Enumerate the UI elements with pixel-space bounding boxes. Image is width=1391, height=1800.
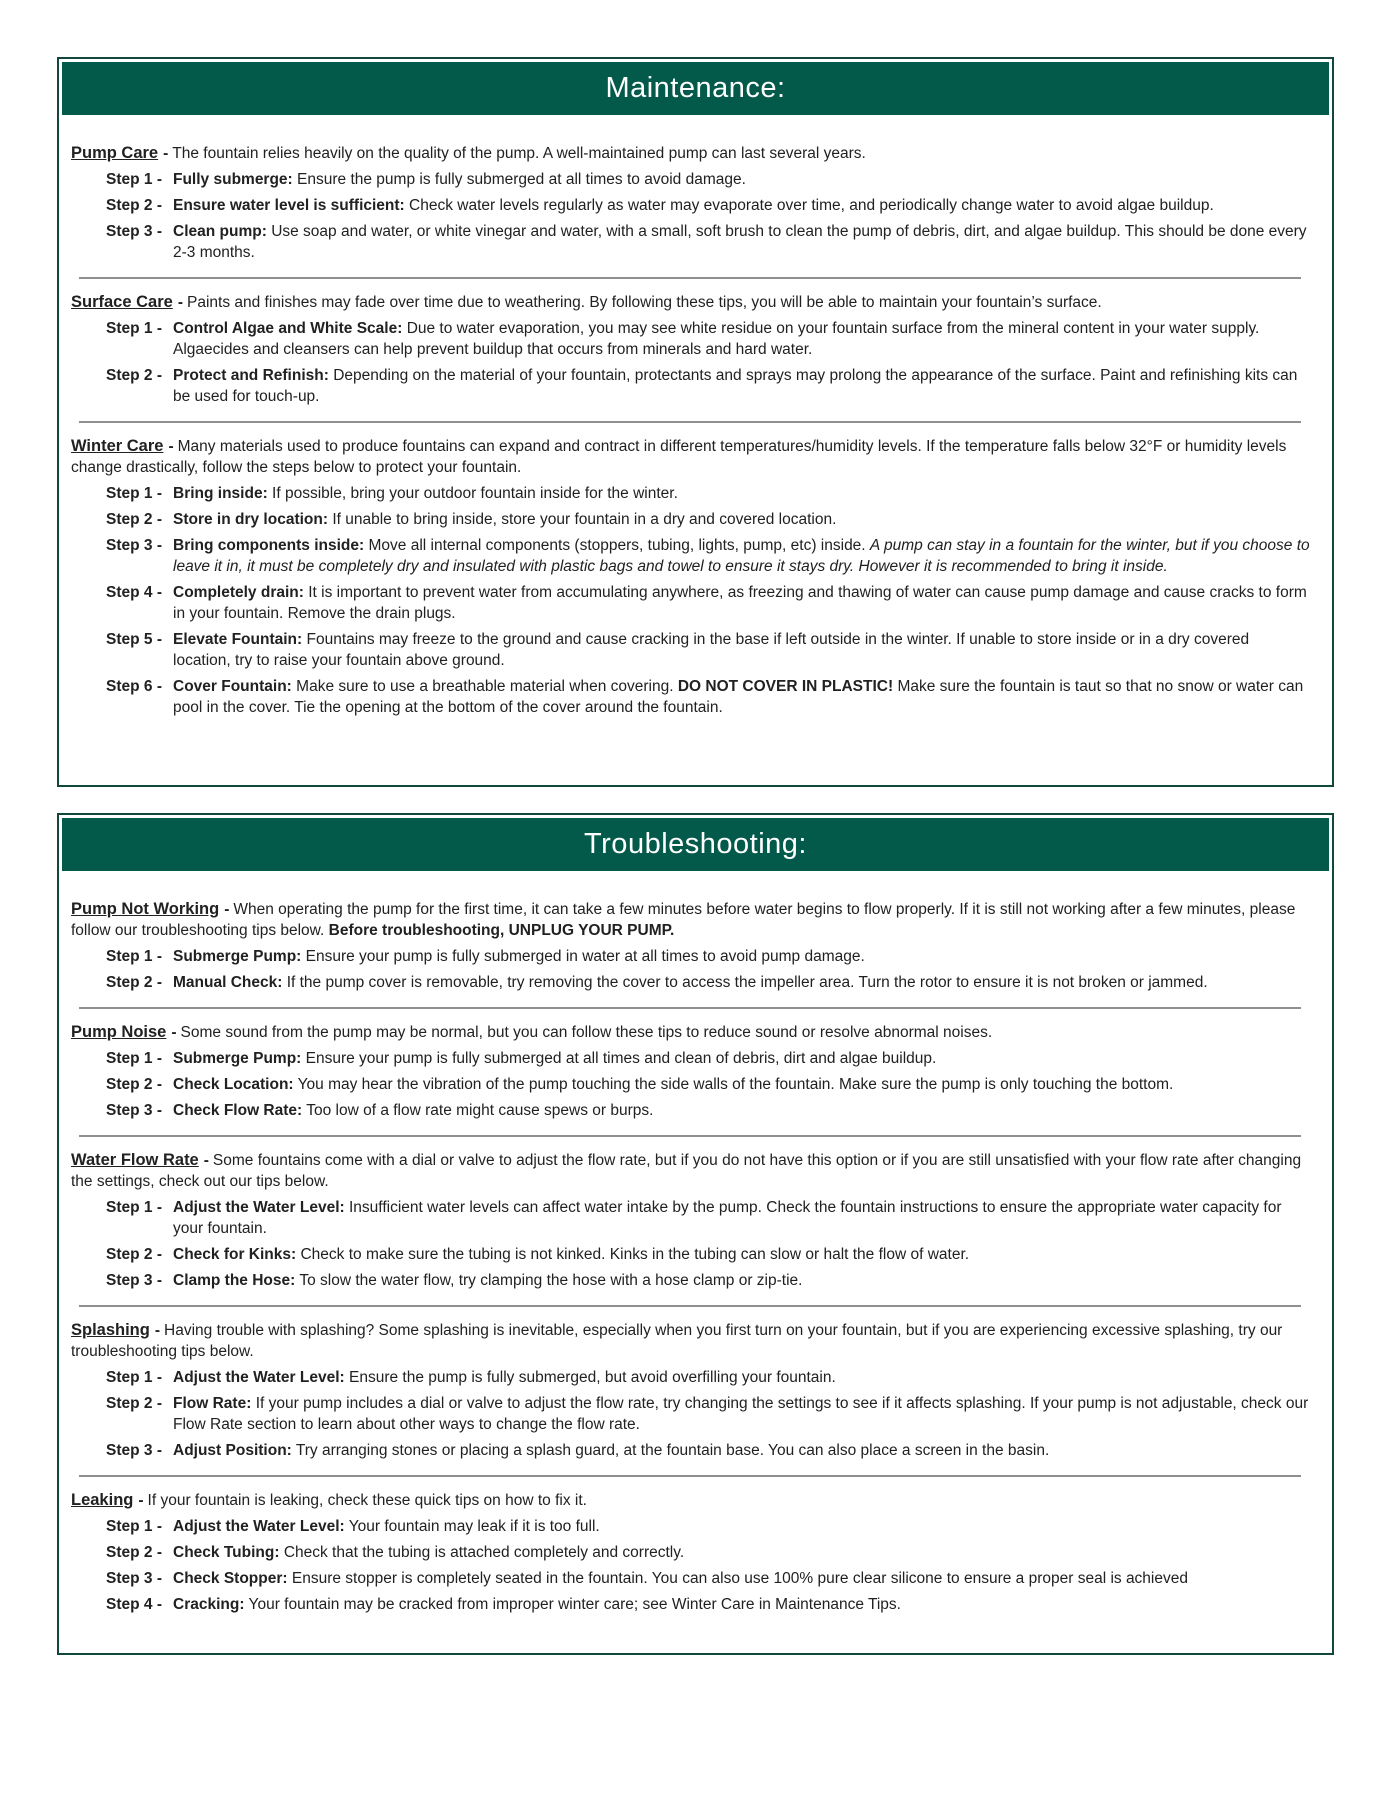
- section-divider: [79, 1135, 1301, 1137]
- step-title: Completely drain:: [173, 584, 304, 601]
- step-text: [173, 1570, 1188, 1587]
- step-title: Cracking:: [173, 1596, 245, 1613]
- bold-run: Before troubleshooting, UNPLUG YOUR PUMP.: [328, 922, 675, 939]
- step-text: [173, 948, 865, 965]
- step-row: [71, 1270, 1311, 1291]
- step-label: Step 1 -: [106, 320, 162, 337]
- text-run: Your fountain may be cracked from improper winter care; see Winter Care in Maintenance Tips.: [248, 1596, 901, 1613]
- step-row: [71, 221, 1311, 263]
- step-text: [173, 584, 1307, 622]
- section-surface-care: [71, 292, 1311, 407]
- text-run: If possible, bring your outdoor fountain inside for the winter.: [272, 485, 678, 502]
- text-run: Use soap and water, or white vinegar and water, with a small, soft brush to clean the pump of debris, dirt, and algae buildup. This should be done every 2-3 months.: [173, 223, 1307, 261]
- step-text: [173, 223, 1307, 261]
- step-title: Bring components inside:: [173, 537, 365, 554]
- text-run: Move all internal components (stoppers, tubing, lights, pump, etc) inside.: [368, 537, 870, 554]
- text-run: You may hear the vibration of the pump touching the side walls of the fountain. Make sure the pump is only touching the bottom.: [297, 1076, 1174, 1093]
- step-label: Step 3 -: [106, 1272, 162, 1289]
- maintenance-title: Maintenance:: [605, 72, 786, 104]
- step-label: Step 1 -: [106, 485, 162, 502]
- step-label: Step 2 -: [106, 367, 162, 384]
- troubleshooting-body: [62, 871, 1329, 1615]
- step-row: [71, 676, 1311, 718]
- step-title: Manual Check:: [173, 974, 283, 991]
- text-run: Check water levels regularly as water may evaporate over time, and periodically change water to avoid algae buildup.: [409, 197, 1214, 214]
- step-text: [173, 511, 836, 528]
- text-run: If your pump includes a dial or valve to adjust the flow rate, try changing the settings to see if it affects splashing. If your pump is not adjustable, check our Flow Rate section to learn about other ways to change the flow rate.: [173, 1395, 1309, 1433]
- text-run: Paints and finishes may fade over time due to weathering. By following these tips, you will be able to maintain your fountain’s surface.: [186, 294, 1102, 311]
- text-run: Ensure stopper is completely seated in the fountain. You can also use 100% pure clear silicone to ensure a proper seal is achieved: [291, 1570, 1188, 1587]
- section-pump-care: [71, 143, 1311, 263]
- section-heading: Pump Noise: [71, 1023, 167, 1041]
- step-title: Check Location:: [173, 1076, 294, 1093]
- step-label: Step 2 -: [106, 1076, 162, 1093]
- text-run: It is important to prevent water from accumulating anywhere, as freezing and thawing of water can cause pump damage and cause cracks to form in your fountain. Remove the drain plugs.: [173, 584, 1307, 622]
- step-row: [71, 195, 1311, 216]
- section-water-flow-rate: [71, 1150, 1311, 1291]
- step-label: Step 3 -: [106, 1102, 162, 1119]
- step-text: [173, 1199, 1282, 1237]
- step-row: [71, 483, 1311, 504]
- text-run: Having trouble with splashing? Some splashing is inevitable, especially when you first turn on your fountain, but if you are experiencing excessive splashing, try our troubleshooting tips below.: [71, 1322, 1283, 1360]
- step-row: [71, 1393, 1311, 1435]
- section-heading: Water Flow Rate: [71, 1151, 199, 1169]
- step-title: Adjust Position:: [173, 1442, 292, 1459]
- step-row: [71, 509, 1311, 530]
- text-run: Ensure the pump is fully submerged, but avoid overfilling your fountain.: [349, 1369, 836, 1386]
- text-run: If the pump cover is removable, try removing the cover to access the impeller area. Turn the rotor to ensure it is not broken or jammed.: [286, 974, 1208, 991]
- maintenance-header-band: [62, 62, 1329, 115]
- text-run: Check that the tubing is attached completely and correctly.: [283, 1544, 685, 1561]
- step-label: Step 4 -: [106, 584, 162, 601]
- step-text: [173, 485, 678, 502]
- step-text: [173, 320, 1259, 358]
- section-heading-dash: -: [171, 1024, 177, 1041]
- step-text: [173, 1395, 1308, 1433]
- section-divider: [79, 277, 1301, 279]
- step-text: [173, 631, 1249, 669]
- section-heading-dash: -: [224, 901, 230, 918]
- text-run: Some sound from the pump may be normal, but you can follow these tips to reduce sound or resolve abnormal noises.: [180, 1024, 993, 1041]
- text-run: Your fountain may leak if it is too full.: [348, 1518, 600, 1535]
- step-row: [71, 1542, 1311, 1563]
- section-heading: Winter Care: [71, 437, 164, 455]
- section-heading-dash: -: [154, 1322, 161, 1339]
- step-label: Step 3 -: [106, 1570, 162, 1587]
- step-label: Step 1 -: [106, 1369, 162, 1386]
- text-run: Some fountains come with a dial or valve to adjust the flow rate, but if you do not have this option or if you are still unsatisfied with your flow rate after changing the settings, check out our tips below.: [71, 1152, 1302, 1190]
- step-label: Step 3 -: [106, 537, 162, 554]
- step-text: [173, 197, 1214, 214]
- troubleshooting-panel: [57, 813, 1334, 1655]
- step-title: Check for Kinks:: [173, 1246, 297, 1263]
- step-text: [173, 1050, 936, 1067]
- section-intro: [71, 1490, 1311, 1511]
- step-title: Adjust the Water Level:: [173, 1369, 345, 1386]
- step-row: [71, 1367, 1311, 1388]
- step-title: Ensure water level is sufficient:: [173, 197, 405, 214]
- step-row: [71, 946, 1311, 967]
- step-title: Adjust the Water Level:: [173, 1518, 345, 1535]
- bold-run: DO NOT COVER IN PLASTIC!: [677, 678, 894, 695]
- step-title: Check Stopper:: [173, 1570, 288, 1587]
- step-row: [71, 1074, 1311, 1095]
- step-label: Step 2 -: [106, 1395, 162, 1412]
- step-label: Step 2 -: [106, 974, 162, 991]
- step-row: [71, 1100, 1311, 1121]
- step-text: [173, 1246, 969, 1263]
- section-intro: [71, 1150, 1311, 1192]
- italic-run: A pump can stay in a fountain for the winter, but if you choose to leave it in, it must be completely dry and insulated with plastic bags and towel to ensure it stays dry. However it is recommended to bring it inside.: [173, 537, 1310, 575]
- step-label: Step 2 -: [106, 1246, 162, 1263]
- step-title: Flow Rate:: [173, 1395, 252, 1412]
- step-label: Step 4 -: [106, 1596, 162, 1613]
- section-divider: [79, 1007, 1301, 1009]
- step-row: [71, 629, 1311, 671]
- section-heading-dash: -: [177, 294, 183, 311]
- step-title: Submerge Pump:: [173, 1050, 302, 1067]
- step-label: Step 3 -: [106, 223, 162, 240]
- text-run: Too low of a flow rate might cause spews or burps.: [306, 1102, 654, 1119]
- section-heading: Leaking: [71, 1491, 134, 1509]
- step-text: [173, 1076, 1173, 1093]
- step-label: Step 1 -: [106, 171, 162, 188]
- step-label: Step 1 -: [106, 1199, 162, 1216]
- step-text: [173, 367, 1297, 405]
- step-row: [71, 1568, 1311, 1589]
- maintenance-panel: [57, 57, 1334, 787]
- text-run: Due to water evaporation, you may see white residue on your fountain surface from the mineral content in your water supply. Algaecides and cleansers can help prevent buildup that occurs from minerals and hard water.: [173, 320, 1260, 358]
- step-label: Step 6 -: [106, 678, 162, 695]
- section-divider: [79, 1475, 1301, 1477]
- text-run: Ensure your pump is fully submerged in water at all times to avoid pump damage.: [305, 948, 865, 965]
- step-title: Clamp the Hose:: [173, 1272, 296, 1289]
- step-label: Step 1 -: [106, 948, 162, 965]
- section-pump-noise: [71, 1022, 1311, 1121]
- section-splashing: [71, 1320, 1311, 1461]
- step-title: Control Algae and White Scale:: [173, 320, 403, 337]
- step-row: [71, 972, 1311, 993]
- step-text: [173, 1102, 653, 1119]
- text-run: Insufficient water levels can affect water intake by the pump. Check the fountain instructions to ensure the appropriate water capacity for your fountain.: [173, 1199, 1282, 1237]
- section-heading-dash: -: [203, 1152, 209, 1169]
- step-row: [71, 1197, 1311, 1239]
- step-text: [173, 1596, 901, 1613]
- troubleshooting-title: Troubleshooting:: [584, 828, 807, 860]
- text-run: Try arranging stones or placing a splash guard, at the fountain base. You can also place a screen in the basin.: [295, 1442, 1050, 1459]
- step-title: Check Tubing:: [173, 1544, 280, 1561]
- section-heading: Splashing: [71, 1321, 150, 1339]
- step-title: Cover Fountain:: [173, 678, 292, 695]
- step-title: Protect and Refinish:: [173, 367, 329, 384]
- text-run: Make sure to use a breathable material when covering.: [296, 678, 678, 695]
- text-run: Make sure the fountain is taut so that no snow or water can pool in the cover. Tie the opening at the bottom of the cover around the fountain.: [173, 678, 1304, 716]
- section-intro: [71, 143, 1311, 164]
- text-run: When operating the pump for the first time, it can take a few minutes before water begins to flow properly. If it is still not working after a few minutes, please follow our troubleshooting tips below.: [71, 901, 1296, 939]
- step-row: [71, 535, 1311, 577]
- section-intro: [71, 436, 1311, 478]
- step-label: Step 3 -: [106, 1442, 162, 1459]
- step-text: [173, 171, 746, 188]
- section-heading: Pump Care: [71, 144, 159, 162]
- step-title: Store in dry location:: [173, 511, 329, 528]
- step-row: [71, 582, 1311, 624]
- step-title: Check Flow Rate:: [173, 1102, 303, 1119]
- step-title: Fully submerge:: [173, 171, 293, 188]
- text-run: Ensure the pump is fully submerged at all times to avoid damage.: [297, 171, 746, 188]
- section-heading-dash: -: [163, 145, 169, 162]
- step-text: [173, 1272, 802, 1289]
- step-label: Step 5 -: [106, 631, 162, 648]
- step-label: Step 1 -: [106, 1518, 162, 1535]
- step-row: [71, 1440, 1311, 1461]
- step-row: [71, 365, 1311, 407]
- section-pump-not-working: [71, 899, 1311, 993]
- section-leaking: [71, 1490, 1311, 1615]
- section-heading-dash: -: [168, 438, 174, 455]
- step-title: Submerge Pump:: [173, 948, 302, 965]
- step-row: [71, 1048, 1311, 1069]
- section-intro: [71, 899, 1311, 941]
- section-intro: [71, 1022, 1311, 1043]
- troubleshooting-header-band: [62, 818, 1329, 871]
- text-run: Depending on the material of your fountain, protectants and sprays may prolong the appearance of the surface. Paint and refinishing kits can be used for touch-up.: [173, 367, 1298, 405]
- section-heading-dash: -: [138, 1492, 144, 1509]
- section-intro: [71, 1320, 1311, 1362]
- text-run: To slow the water flow, try clamping the hose with a hose clamp or zip-tie.: [299, 1272, 803, 1289]
- step-text: [173, 678, 1303, 716]
- step-label: Step 2 -: [106, 511, 162, 528]
- step-row: [71, 1516, 1311, 1537]
- section-heading: Pump Not Working: [71, 900, 220, 918]
- text-run: If unable to bring inside, store your fountain in a dry and covered location.: [332, 511, 837, 528]
- text-run: Fountains may freeze to the ground and cause cracking in the base if left outside in the winter. If unable to store inside or in a dry covered location, try to raise your fountain above ground.: [173, 631, 1250, 669]
- step-row: [71, 318, 1311, 360]
- text-run: Many materials used to produce fountains can expand and contract in different temperatures/humidity levels. If the temperature falls below 32°F or humidity levels change drastically, follow the steps below to protect your fountain.: [71, 438, 1287, 476]
- step-label: Step 2 -: [106, 1544, 162, 1561]
- text-run: Ensure your pump is fully submerged at all times and clean of debris, dirt and algae buildup.: [305, 1050, 937, 1067]
- section-intro: [71, 292, 1311, 313]
- step-title: Adjust the Water Level:: [173, 1199, 345, 1216]
- section-divider: [79, 421, 1301, 423]
- text-run: Check to make sure the tubing is not kinked. Kinks in the tubing can slow or halt the flow of water.: [300, 1246, 970, 1263]
- text-run: The fountain relies heavily on the quality of the pump. A well-maintained pump can last several years.: [172, 145, 866, 162]
- step-label: Step 2 -: [106, 197, 162, 214]
- step-text: [173, 1518, 600, 1535]
- step-title: Clean pump:: [173, 223, 267, 240]
- step-row: [71, 169, 1311, 190]
- section-heading: Surface Care: [71, 293, 173, 311]
- step-row: [71, 1594, 1311, 1615]
- maintenance-body: [62, 115, 1329, 718]
- step-text: [173, 1442, 1049, 1459]
- step-text: [173, 537, 1310, 575]
- step-label: Step 1 -: [106, 1050, 162, 1067]
- step-text: [173, 1369, 836, 1386]
- step-text: [173, 1544, 684, 1561]
- step-text: [173, 974, 1208, 991]
- section-winter-care: [71, 436, 1311, 718]
- text-run: If your fountain is leaking, check these quick tips on how to fix it.: [147, 1492, 587, 1509]
- step-title: Bring inside:: [173, 485, 268, 502]
- step-row: [71, 1244, 1311, 1265]
- section-divider: [79, 1305, 1301, 1307]
- step-title: Elevate Fountain:: [173, 631, 303, 648]
